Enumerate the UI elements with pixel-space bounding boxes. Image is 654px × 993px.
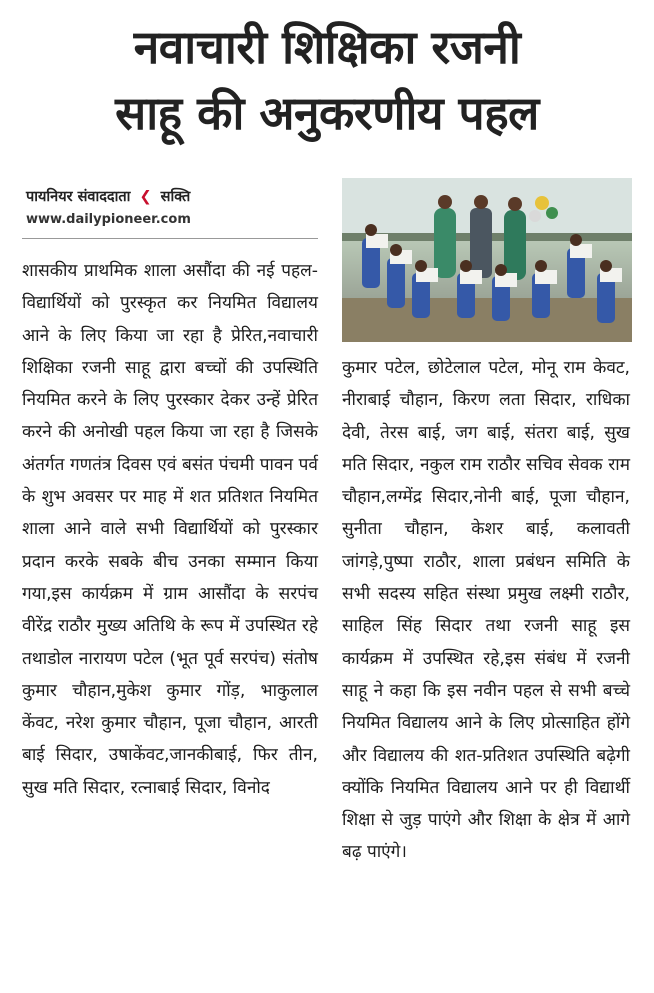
headline-line-2: साहू की अनुकरणीय पहल <box>115 86 539 140</box>
byline-place: सक्ति <box>160 189 191 205</box>
article-column-1 <box>22 255 318 804</box>
website-link[interactable]: www.dailypioneer.com <box>26 212 191 227</box>
column-1-text: शासकीय प्राथमिक शाला असौंदा की नई पहल-विद्यार्थियों को पुरस्कृत कर नियमित विद्यालय आने के लिए किया जा रहा है प्रेरित,नवाचारी शिक्षिका रजनी साहू द्वारा बच्चों की उपस्थिति नियमित करने के लिए पुरस्कार देकर उन्हें प्रेरित करने की अनोखी पहल किया जा रहा है जिसके अंतर्गत गणतंत्र दिवस एवं बसंत पंचमी पावन पर्व के शुभ अवसर पर माह में शत प्रतिशत नियमित शाला आने वाले सभी विद्यार्थियों को पुरस्कार प्रदान करके सबके बीच उनका सम्मान किया गया,इस कार्यक्रम में ग्राम आसौंदा के सरपंच वीरेंद्र राठौर मुख्य अतिथि के रूप में उपस्थित रहे तथाडोल नारायण पटेल (भूत पूर्व सरपंच) संतोष कुमार चौहान,मुकेश कुमार गोंड़, भाकुलाल केंवट, नरेश कुमार चौहान, पूजा चौहान, आरती बाई सिदार, उषाकेंवट,जानकीबाई, फिर तीन, सुख मति सिदार, रत्नाबाई सिदार, विनोद <box>22 261 318 798</box>
photo-illustration <box>342 178 632 342</box>
headline <box>0 14 654 146</box>
column-2-text: कुमार पटेल, छोटेलाल पटेल, मोनू राम केवट, नीराबाई चौहान, किरण लता सिदार, राधिका देवी, तेरस बाई, जग बाई, संतरा बाई, सुख मति सिदार, नकुल राम राठौर सचिव सेवक राम चौहान,लग्मेंद्र सिदार,नोनी बाई, पूजा चौहान, सुनीता चौहान, केशर बाई, कलावती जांगड़े,पुष्पा राठौर, शाला प्रबंधन समिति के सभी सदस्य सहित संस्था प्रमुख लक्ष्मी राठौर, साहिल सिंह सिदार तथा रजनी साहू इस कार्यक्रम में उपस्थित रहे,इस संबंध में रजनी साहू ने कहा कि इस नवीन पहल से सभी बच्चे नियमित विद्यालय आने के लिए प्रोत्साहित होंगे और विद्यालय की शत-प्रतिशत उपस्थिति बढ़ेगी क्योंकि नियमित विद्यालय आने पर ही विद्यार्थी शिक्षा से जुड़ पाएंगे और शिक्षा के क्षेत्र में आगे बढ़ पाएंगे। <box>342 358 630 863</box>
article-column-2 <box>342 352 630 869</box>
headline-line-1: नवाचारी शिक्षिका रजनी <box>133 20 521 74</box>
byline-reporter: पायनियर संवाददाता <box>26 189 131 205</box>
arrow-icon: ❮ <box>139 189 152 205</box>
event-photo <box>342 178 632 342</box>
divider <box>22 238 318 239</box>
byline <box>26 186 326 206</box>
